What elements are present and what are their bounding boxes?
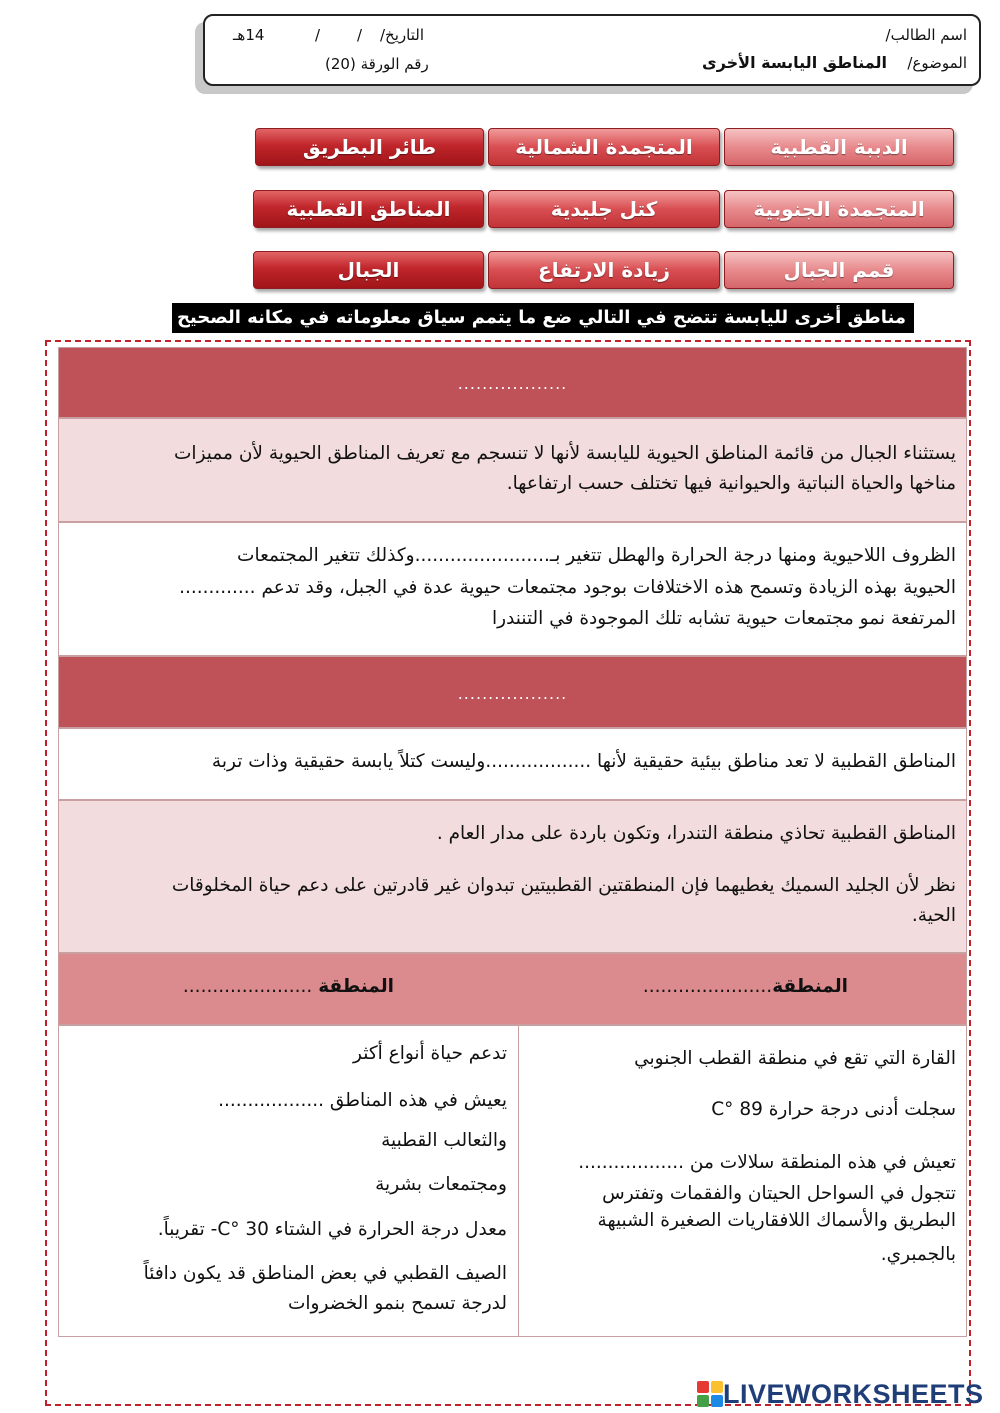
region-left-line: معدل درجة الحرارة في الشتاء 30 °C- تقريباً. (157, 1219, 507, 1240)
section1-para1-line2: مناخها والحياة النباتية والحيوانية فيها تختلف حسب ارتفاعها. (506, 473, 956, 494)
subject-value: المناطق اليابسة الأخرى (702, 53, 887, 72)
region-right-blank[interactable]: ...................... (642, 976, 773, 997)
date-slash-1: / (357, 26, 363, 44)
region-left-blank[interactable]: ...................... (182, 976, 313, 997)
region-left-line: والثعالب القطبية (381, 1130, 507, 1151)
region-left-header (183, 976, 394, 997)
word-bank-item[interactable]: قمم الجبال (724, 251, 954, 289)
section1-para2-line3: المرتفعة نمو مجتمعات حيوية تشابه تلك الموجودة في التنندرا (492, 608, 956, 629)
word-bank-item[interactable]: الجبال (253, 251, 484, 289)
region-right-line: القارة التي تقع في منطقة القطب الجنوبي (634, 1048, 956, 1069)
word-bank-item[interactable]: المناطق القطبية (253, 190, 484, 228)
section1-para1-band (58, 418, 967, 522)
student-name-label: اسم الطالب/ (885, 26, 967, 44)
section2-para2-band (58, 800, 967, 953)
section2-header (58, 656, 967, 728)
word-bank-item[interactable]: طائر البطريق (255, 128, 484, 166)
section1-blank[interactable]: .................. (457, 374, 568, 393)
sheet-number: رقم الورقة (20) (325, 55, 429, 73)
region-right-line: تتجول في السواحل الحيتان والفقمات وتفترس (602, 1183, 956, 1204)
date-label: التاريخ/ (380, 26, 424, 44)
liveworksheets-logo (697, 1376, 984, 1412)
column-divider (518, 1026, 519, 1336)
section1-header (58, 347, 967, 418)
region-left-line: ومجتمعات بشرية (375, 1174, 507, 1195)
word-bank-item[interactable]: المتجمدة الشمالية (488, 128, 720, 166)
word-bank-item[interactable]: المتجمدة الجنوبية (724, 190, 954, 228)
region-left-line: لدرجة تسمح بنمو الخضروات (287, 1293, 507, 1314)
subject-label: الموضوع/ (907, 54, 967, 72)
word-bank-item[interactable]: زيادة الارتفاع (488, 251, 720, 289)
section2-blank[interactable]: .................. (457, 684, 568, 703)
section2-para2: المناطق القطبية تحاذي منطقة التندرا، وتكون باردة على مدار العام . (436, 823, 956, 844)
region-right-line: سجلت أدنى درجة حرارة 89 °C (711, 1099, 956, 1120)
region-right-line: البطريق والأسماك اللافقاريات الصغيرة الشبيهة (597, 1210, 956, 1231)
section2-para1[interactable]: المناطق القطبية لا تعد مناطق بيئية حقيقية لأنها ..................وليست كتلاً يابسة حقيقية وذات تربة (211, 751, 956, 772)
header-card (203, 14, 981, 86)
region-right-line[interactable]: تعيش في هذه المنطقة سلالات من .................. (578, 1152, 956, 1173)
region-left-label: المنطقة (318, 976, 394, 997)
section1-para2-line2[interactable]: الحيوية بهذه الزيادة وتسمح هذه الاختلافات بوجود مجتمعات حيوية عدة في الجبل، وقد تدعم ............. (179, 577, 956, 598)
section2-para3-line2: الحية. (911, 905, 956, 926)
regions-body (58, 1025, 967, 1337)
section2-para3-line1: نظر لأن الجليد السميك يغطيهما فإن المنطقتين القطبيتين تبدوان غير قادرتين على دعم حياة المخلوقات (171, 875, 956, 896)
word-bank-item[interactable]: الدببة القطبية (724, 128, 954, 166)
section1-para1-line1: يستثناء الجبال من قائمة المناطق الحيوية لليابسة لأنها لا تنسجم مع تعريف المناطق الحيوية لأن مميزات (174, 443, 956, 464)
instruction-bar: مناطق أخرى لليابسة تتضح في التالي ضع ما يتمم سياق معلوماته في مكانه الصحيح (172, 303, 914, 333)
year-hijri: 14هـ (233, 26, 265, 44)
word-bank-item[interactable]: كتل جليدية (488, 190, 720, 228)
regions-header (58, 953, 967, 1025)
region-right-header (643, 976, 848, 997)
logo-text: LIVEWORKSHEETS (723, 1378, 984, 1409)
date-slash-2: / (315, 26, 321, 44)
section2-para1-band (58, 728, 967, 800)
region-right-label: المنطقة (772, 976, 848, 997)
region-left-line[interactable]: يعيش في هذه المناطق .................. (218, 1090, 507, 1111)
region-left-line: تدعم حياة أنواع أكثر (353, 1043, 507, 1064)
section1-para2-line1[interactable]: الظروف اللاحيوية ومنها درجة الحرارة والهطل تتغير بـ.......................وكذلك تتغير المجتمعات (237, 545, 956, 566)
region-right-line: بالجمبري. (880, 1244, 956, 1265)
logo-grid-icon (697, 1381, 723, 1407)
section1-para2-band (58, 522, 967, 656)
region-left-line: الصيف القطبي في بعض المناطق قد يكون دافئاً (143, 1263, 507, 1284)
